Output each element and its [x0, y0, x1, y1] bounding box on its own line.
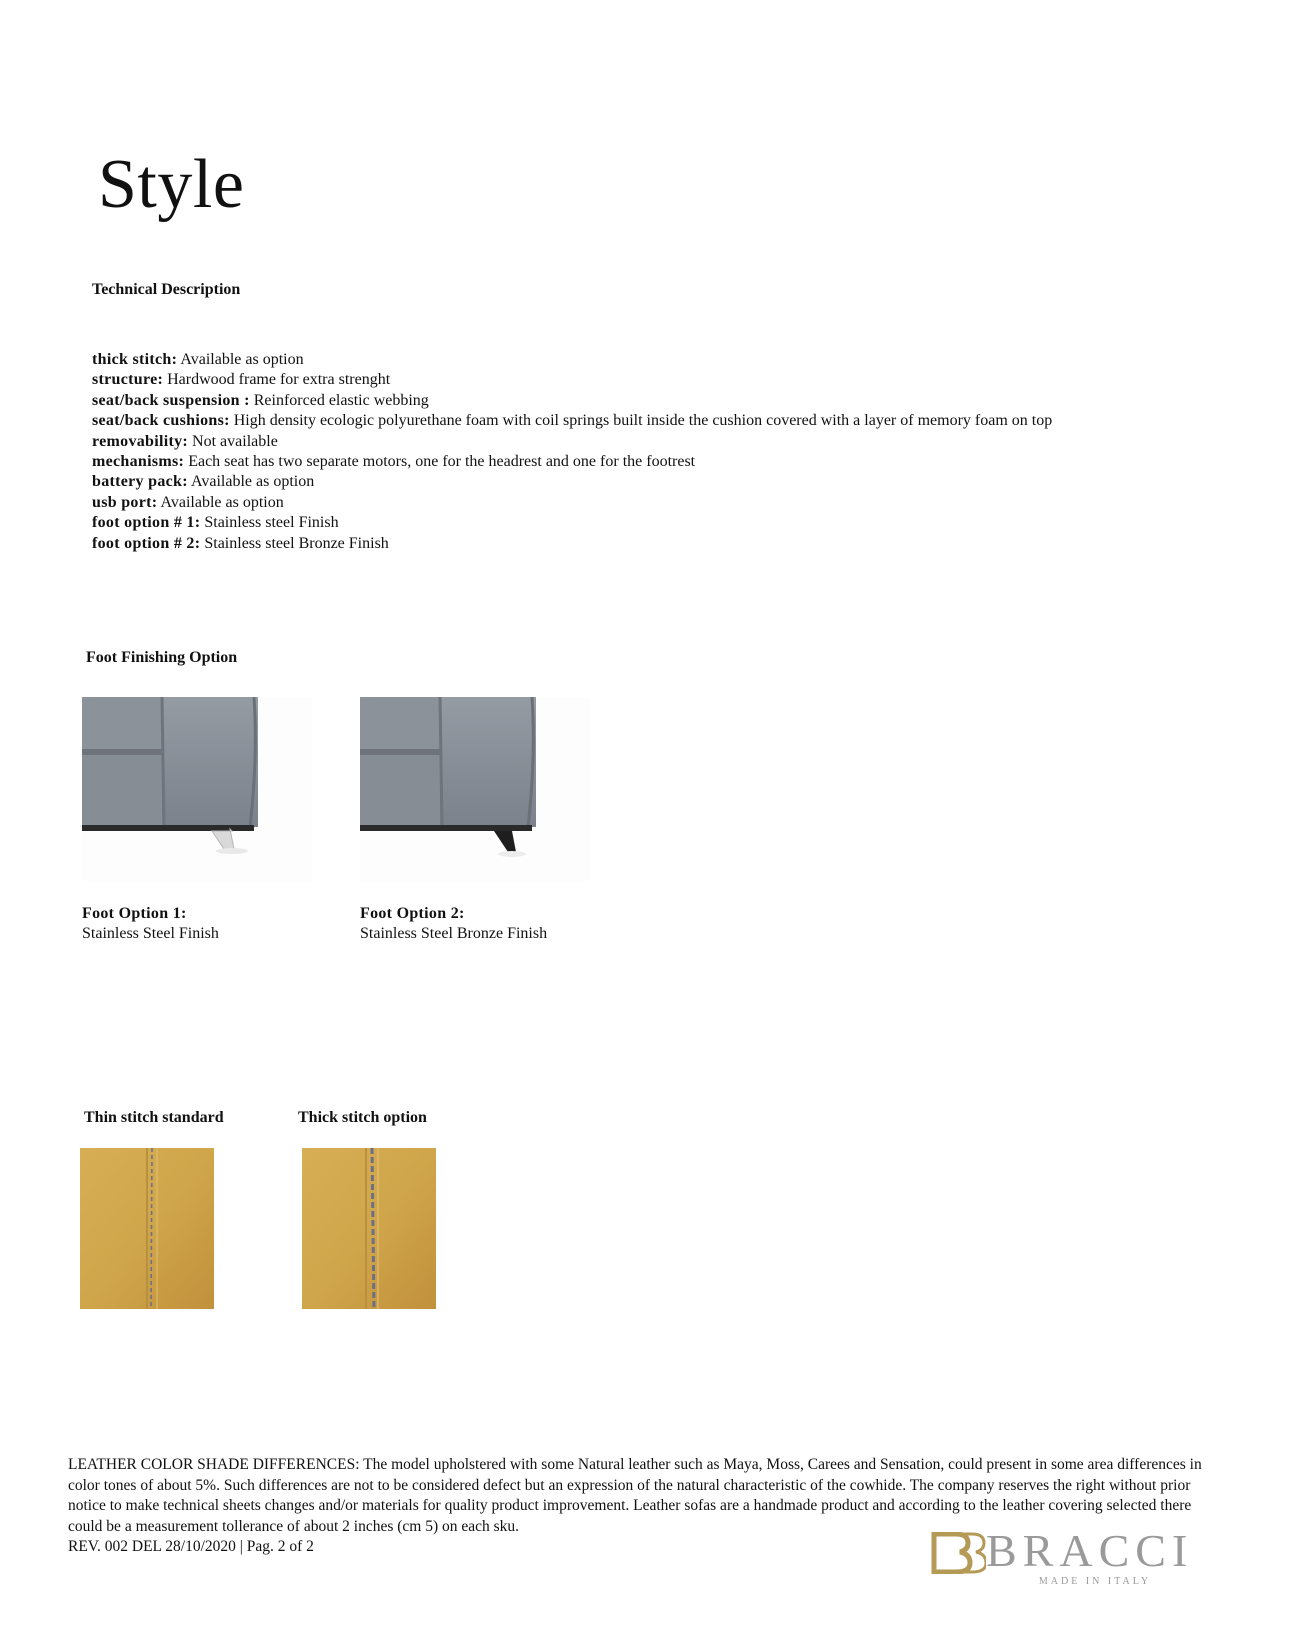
spec-value: High density ecologic polyurethane foam with coil springs built inside the cushion covered with a layer of memory foam on top [229, 412, 1053, 430]
foot-option-2-desc: Stainless Steel Bronze Finish [360, 925, 548, 942]
foot-option-2-caption [360, 904, 547, 944]
foot-finishing-heading: Foot Finishing Option [86, 649, 238, 666]
spec-row-structure [92, 370, 1052, 390]
spec-list [92, 350, 1052, 554]
thin-stitch-heading: Thin stitch standard [84, 1109, 224, 1126]
leather-disclaimer: LEATHER COLOR SHADE DIFFERENCES: The model upholstered with some Natural leather such as Maya, Moss, Carees and Sensation, could present in some area differences in color tones of about 5%. Such differences are not to be considered defect but an expression of the natural characteristic of the cowhide. The company reserves the right without prior notice to make technical sheets changes and/or materials for quality product improvement. Leather sofas are a handmade product and according to the leather covering selected there could be a measurement tollerance of about 2 inches (cm 5) on each sku. [68, 1456, 1202, 1535]
spec-value: Not available [188, 432, 278, 450]
spec-label: battery pack: [92, 473, 188, 491]
spec-label: thick stitch: [92, 351, 178, 368]
spec-value: Available as option [187, 473, 315, 491]
spec-value: Available as option [157, 493, 284, 511]
steel-leg-icon [212, 829, 234, 849]
foot-option-1-caption [82, 904, 219, 944]
spec-value: Stainless steel Finish [200, 514, 339, 532]
spec-label: removability: [92, 432, 189, 450]
foot-option-2-image [360, 697, 590, 882]
spec-value: Hardwood frame for extra strenght [163, 371, 391, 389]
thick-stitch-leather-illustration [302, 1148, 436, 1309]
bronze-leg-icon [494, 831, 516, 852]
thick-stitch-swatch [302, 1148, 436, 1309]
spec-row-mechanisms [92, 452, 1052, 472]
technical-description-heading: Technical Description [92, 281, 241, 298]
spec-value: Reinforced elastic webbing [249, 391, 429, 409]
spec-label: seat/back suspension : [92, 391, 250, 409]
spec-row-thick-stitch [92, 350, 1052, 370]
foot-option-2-title: Foot Option 2: [360, 905, 465, 922]
spec-label: foot option # 1: [92, 514, 201, 532]
spec-value: Available as option [177, 351, 304, 368]
spec-label: foot option # 2: [92, 534, 201, 552]
brand-tagline: MADE IN ITALY [1038, 1576, 1152, 1587]
spec-row-cushions [92, 411, 1052, 431]
page-title: Style [98, 146, 245, 223]
revision-line: REV. 002 DEL 28/10/2020 | Pag. 2 of 2 [68, 1538, 314, 1555]
spec-row-foot-option-2 [92, 534, 1052, 554]
spec-row-battery-pack [92, 472, 1052, 492]
spec-row-suspension [92, 391, 1052, 411]
bracci-monogram-icon [930, 1532, 986, 1574]
sofa-foot-steel-illustration [82, 697, 312, 882]
spec-value: Each seat has two separate motors, one for the headrest and one for the footrest [184, 453, 696, 471]
spec-value: Stainless steel Bronze Finish [200, 534, 389, 552]
spec-label: structure: [92, 371, 164, 389]
spec-row-foot-option-1 [92, 513, 1052, 533]
foot-option-1-title: Foot Option 1: [82, 905, 187, 922]
sofa-foot-bronze-illustration [360, 697, 590, 882]
foot-option-1-image [82, 697, 312, 882]
brand-name: BRACCI [986, 1525, 1194, 1576]
spec-row-usb-port [92, 493, 1052, 513]
foot-option-1-desc: Stainless Steel Finish [82, 925, 219, 942]
spec-label: usb port: [92, 493, 158, 511]
thick-stitch-heading: Thick stitch option [298, 1109, 427, 1126]
thin-stitch-swatch [80, 1148, 214, 1309]
spec-label: mechanisms: [92, 453, 185, 471]
bracci-logo [930, 1525, 1200, 1590]
thin-stitch-leather-illustration [80, 1148, 214, 1309]
spec-row-removability [92, 432, 1052, 452]
spec-label: seat/back cushions: [92, 412, 230, 430]
